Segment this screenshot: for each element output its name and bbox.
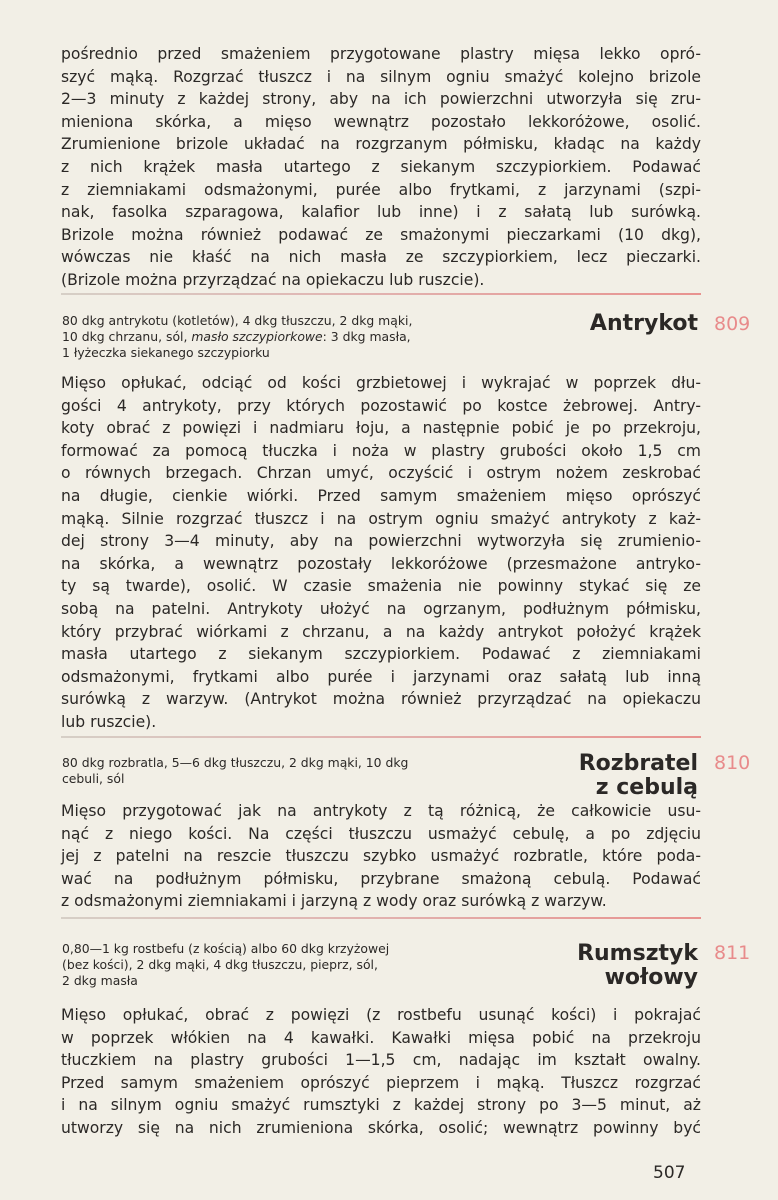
ingredients-line: 80 dkg rozbratla, 5—6 dkg tłuszczu, 2 dkg mąki, 10 dkg [62,755,409,770]
page-number: 507 [653,1163,686,1183]
text-line: sobą na patelni. Antrykoty ułożyć na ogrzanym, podłużnym półmisku, [61,599,701,618]
text-line: odsmażonymi, frytkami albo purée i jarzynami oraz sałatą lub inną [61,667,701,686]
intro-paragraph [61,43,701,292]
section-divider [61,917,701,919]
ingredients-line: 80 dkg antrykotu (kotletów), 4 dkg tłuszczu, 2 dkg mąki, [62,313,413,328]
recipe-number-809: 809 [714,313,751,335]
text-line: wówczas nie kłaść na nich masła ze szczypiorkiem, lecz pieczarki. [61,248,701,267]
text-line: który przybrać wiórkami z chrzanu, a na każdy antrykot położyć krążek [61,622,701,641]
recipe-body-809 [61,372,701,734]
text-line: jej z patelni na reszcie tłuszczu szybko usmażyć rozbratle, które poda- [61,847,701,866]
recipe-number-811: 811 [714,942,751,964]
text-line: 2—3 minuty z każdej strony, aby na ich powierzchni utworzyła się zru- [61,90,701,109]
section-divider [61,736,701,738]
ingredients-line: cebuli, sól [62,770,125,786]
text-line: Mięso przygotować jak na antrykoty z tą różnicą, że całkowicie usu- [61,802,701,820]
text-line: Przed samym smażeniem oprószyć pieprzem i mąką. Tłuszcz rozgrzać [61,1073,701,1092]
text-line: surówką z warzyw. (Antrykot można również przyrządzać na opiekaczu [61,690,701,709]
text-line: masła utartego z siekanym szczypiorkiem. Podawać z ziemniakami [61,645,701,664]
text-line: nąć z niego kości. Na części tłuszczu usmażyć cebulę, a po zdjęciu [61,824,701,843]
text-line: wać na podłużnym półmisku, przybrane smażoną cebulą. Podawać [61,869,701,888]
ingredients-811 [62,941,482,988]
recipe-title-811: Rumsztyk wołowy [577,941,698,990]
ingredients-line: 10 dkg chrzanu, sól, masło szczypiorkowe: 3 dkg masła, [62,328,411,344]
recipe-body-810 [61,800,701,913]
text-line: dej strony 3—4 minuty, aby na powierzchni wytworzyła się zrumienio- [61,532,701,551]
text-line: ty są twarde), osolić. W czasie smażenia nie powinny stykać się ze [61,577,701,596]
text-line: Brizole można również podawać ze smażonymi pieczarkami (10 dkg), [61,225,701,244]
text-line: Mięso opłukać, odciąć od kości grzbietowej i wykrajać w poprzek dłu- [61,374,701,392]
ingredients-810 [62,755,482,787]
text-line: koty obrać z powięzi i nadmiaru łoju, a następnie pobić je po przekroju, [61,419,701,438]
recipe-title-809: Antrykot [589,311,698,336]
ingredients-line: 1 łyżeczka siekanego szczypiorku [62,344,270,360]
text-line: tłuczkiem na plastry grubości 1—1,5 cm, nadając im kształt owalny. [61,1051,701,1070]
text-line: utworzy się na nich zrumieniona skórka, osolić; wewnątrz powinny być [61,1118,701,1137]
recipe-title-810: Rozbratel z cebulą [578,751,698,800]
text-line: i na silnym ogniu smażyć rumsztyki z każdej strony po 3—5 minut, aż [61,1096,701,1115]
text-line: na skórka, a wewnątrz pozostały lekkoróżowe (przesmażone antryko- [61,554,701,573]
section-divider [61,293,701,295]
recipe-body-811 [61,1004,701,1140]
text-line: mąką. Silnie rozgrzać tłuszcz i na ostrym ogniu smażyć antrykoty z każ- [61,509,701,528]
text-line: Mięso opłukać, obrać z powięzi (z rostbefu usunąć kości) i pokrajać [61,1006,701,1024]
text-line: z odsmażonymi ziemniakami i jarzyną z wody oraz surówką z warzyw. [61,892,607,911]
ingredients-809 [62,313,482,360]
text-line: na długie, cienkie wiórki. Przed samym smażeniem mięso oprószyć [61,486,701,505]
text-line: mieniona skórka, a mięso wewnątrz pozostało lekkoróżowe, osolić. [61,112,701,131]
text-line: gości 4 antrykoty, przy których pozostawić po kostce żebrowej. Antry- [61,396,701,415]
ingredients-line: (bez kości), 2 dkg mąki, 4 dkg tłuszczu, pieprz, sól, [62,956,378,972]
text-line: (Brizole można przyrządzać na opiekaczu lub ruszcie). [61,270,485,289]
recipe-number-810: 810 [714,752,751,774]
text-line: w poprzek włókien na 4 kawałki. Kawałki mięsa pobić na przekroju [61,1028,701,1047]
text-line: pośrednio przed smażeniem przygotowane plastry mięsa lekko opró- [61,45,701,63]
text-line: lub ruszcie). [61,712,157,731]
ingredients-line: 2 dkg masła [62,972,138,988]
text-line: o równych brzegach. Chrzan umyć, oczyścić i ostrym nożem zeskrobać [61,464,701,483]
text-line: z nich krążek masła utartego z siekanym szczypiorkiem. Podawać [61,157,701,176]
ingredients-line: 0,80—1 kg rostbefu (z kością) albo 60 dkg krzyżowej [62,941,390,956]
text-line: z ziemniakami odsmażonymi, purée albo frytkami, z jarzynami (szpi- [61,180,701,199]
ingredients-italic: masło szczypiorkowe [191,328,323,344]
text-line: nak, fasolka szparagowa, kalafior lub inne) i z sałatą lub surówką. [61,203,701,222]
text-line: Zrumienione brizole układać na rozgrzanym półmisku, kładąc na każdy [61,135,701,154]
text-line: szyć mąką. Rozgrzać tłuszcz i na silnym ogniu smażyć kolejno brizole [61,67,701,86]
text-line: formować za pomocą tłuczka i noża w plastry grubości około 1,5 cm [61,441,701,460]
